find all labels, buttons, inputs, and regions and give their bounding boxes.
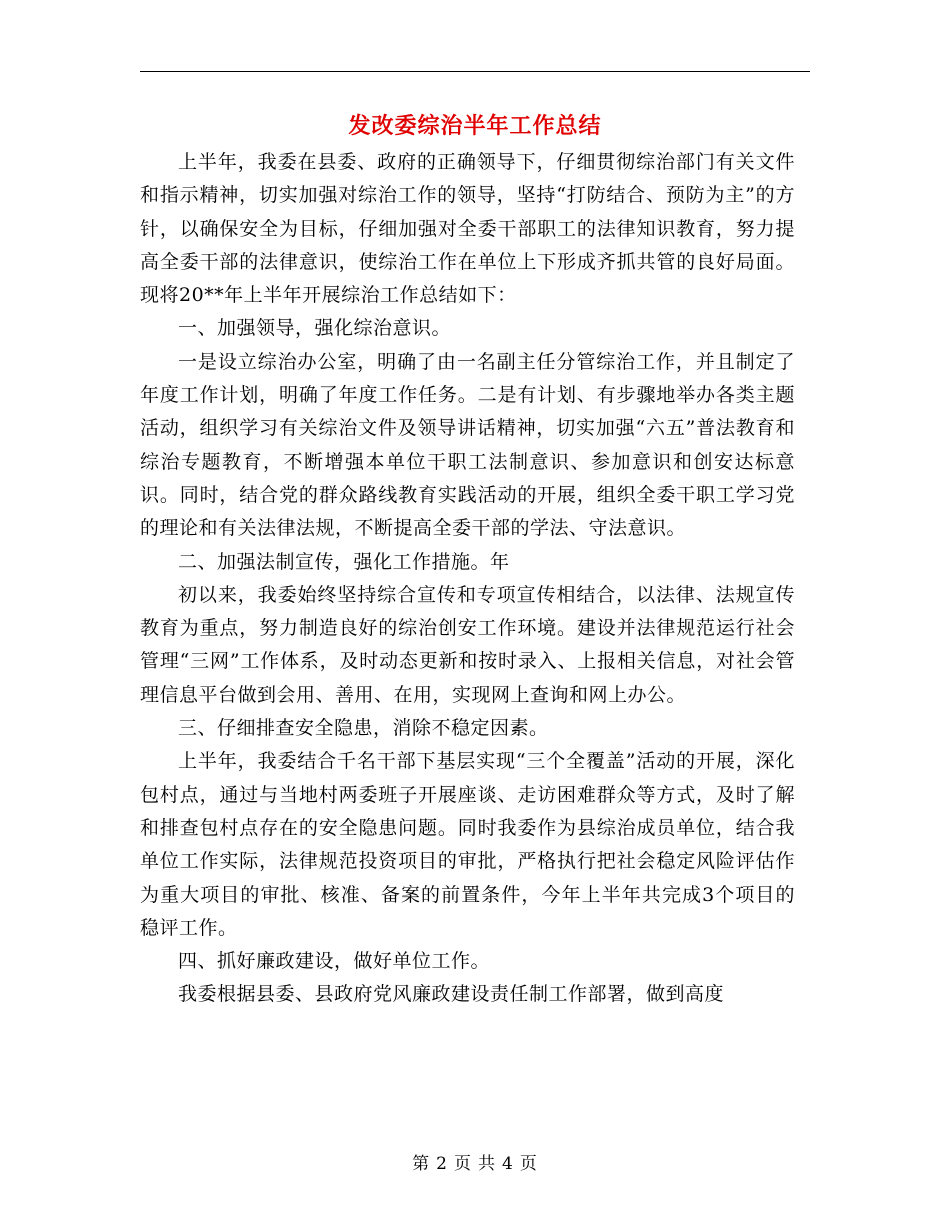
page-footer [140,1150,810,1178]
footer-word-di: 第 [412,1154,431,1174]
header-rule [140,71,810,72]
footer-word-gong: 共 [478,1154,496,1174]
document-title: 发改委综治半年工作总结 [348,113,602,139]
footer-word-ye-end: 页 [519,1154,538,1174]
intro-paragraph: 上半年，我委在县委、政府的正确领导下，仔细贯彻综治部门有关文件和指示精神，切实加强对综治工作的领导，坚持“打防结合、预防为主”的方针，以确保安全为目标，仔细加强对全委干部职工的法律知识教育，努力提高全委干部的法律意识，使综治工作在单位上下形成齐抓共管的良好局面。现将20**年上半年开展综治工作总结如下： [140,151,795,307]
section-paragraph-2: 初以来，我委始终坚持综合宣传和专项宣传相结合，以法律、法规宣传教育为重点，努力制造良好的综治创安工作环境。建设并法律规范运行社会管理“三网”工作体系，及时动态更新和按时录入、上报相关信息，对社会管理信息平台做到会用、善用、在用，实现网上查询和网上办公。 [140,583,795,706]
section-heading-4: 四、抓好廉政建设，做好单位工作。 [178,950,491,973]
current-page-number: 2 [436,1154,448,1174]
section-heading-1: 一、加强领导，强化综治意识。 [178,317,452,340]
section-heading-2: 二、加强法制宣传，强化工作措施。年 [178,550,510,573]
footer-word-ye: 页 [454,1154,472,1174]
document-body [140,146,795,1012]
total-pages-number: 4 [502,1154,514,1174]
section-paragraph-1: 一是设立综治办公室，明确了由一名副主任分管综治工作，并且制定了年度工作计划，明确了年度工作任务。二是有计划、有步骤地举办各类主题活动，组织学习有关综治文件及领导讲话精神，切实加强“六五”普法教育和综治专题教育，不断增强本单位干职工法制意识、参加意识和创安达标意识。同时，结合党的群众路线教育实践活动的开展，组织全委干职工学习党的理论和有关法律法规，不断提高全委干部的学法、守法意识。 [140,350,795,540]
section-paragraph-3: 上半年，我委结合千名干部下基层实现“三个全覆盖”活动的开展，深化包村点，通过与当地村两委班子开展座谈、走访困难群众等方式，及时了解和排查包村点存在的安全隐患问题。同时我委作为县综治成员单位，结合我单位工作实际，法律规范投资项目的审批，严格执行把社会稳定风险评估作为重大项目的审批、核准、备案的前置条件，今年上半年共完成3个项目的稳评工作。 [140,750,795,939]
section-heading-3: 三、仔细排查安全隐患，消除不稳定因素。 [178,717,549,740]
section-paragraph-4: 我委根据县委、县政府党风廉政建设责任制工作部署，做到高度 [178,983,725,1006]
